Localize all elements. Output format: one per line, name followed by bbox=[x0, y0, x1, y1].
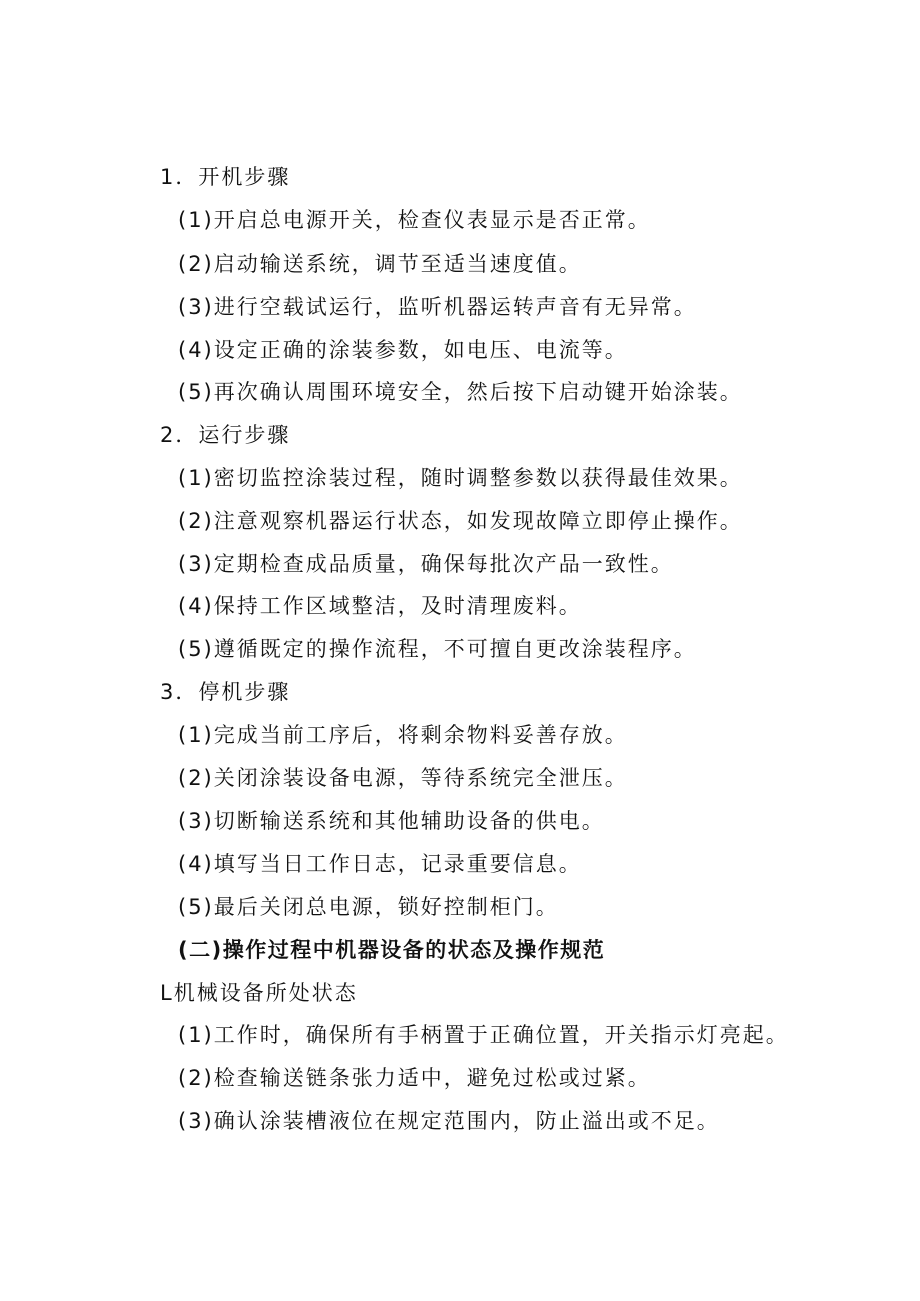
section-heading-2 bbox=[160, 420, 290, 450]
section-separator: ． bbox=[175, 165, 199, 189]
item-text: 切断输送系统和其他辅助设备的供电。 bbox=[213, 809, 605, 833]
item-label: (4) bbox=[178, 338, 214, 362]
item-text: 进行空载试运行，监听机器运转声音有无异常。 bbox=[213, 295, 697, 319]
section-title: 停机步骤 bbox=[198, 680, 291, 704]
list-item bbox=[178, 634, 697, 664]
item-label: (5) bbox=[178, 380, 214, 404]
list-item bbox=[178, 892, 559, 922]
list-item bbox=[178, 591, 582, 621]
item-text: 再次确认周围环境安全，然后按下启动键开始涂装。 bbox=[213, 380, 743, 404]
section-heading-4: L机械设备所处状态 bbox=[160, 981, 358, 1005]
list-item bbox=[178, 1106, 720, 1136]
section-title: 运行步骤 bbox=[198, 423, 291, 447]
item-text: 确认涂装槽液位在规定范围内，防止溢出或不足。 bbox=[213, 1109, 720, 1133]
list-item bbox=[178, 335, 628, 365]
section-separator: ． bbox=[175, 680, 199, 704]
list-item bbox=[178, 763, 628, 793]
item-label: (1) bbox=[178, 208, 214, 232]
item-label: (5) bbox=[178, 895, 214, 919]
item-text: 完成当前工序后，将剩余物料妥善存放。 bbox=[213, 723, 628, 747]
item-label: (5) bbox=[178, 637, 214, 661]
list-item bbox=[178, 849, 582, 879]
list-item bbox=[178, 806, 605, 836]
list-item bbox=[178, 506, 743, 536]
section-title: 开机步骤 bbox=[198, 165, 291, 189]
item-label: (4) bbox=[178, 594, 214, 618]
item-label: (3) bbox=[178, 552, 214, 576]
item-text: 启动输送系统，调节至适当速度值。 bbox=[213, 252, 582, 276]
subsection-heading: (二)操作过程中机器设备的状态及操作规范 bbox=[178, 938, 606, 962]
item-label: (2) bbox=[178, 252, 214, 276]
list-item bbox=[178, 249, 582, 279]
item-text: 最后关闭总电源，锁好控制柜门。 bbox=[213, 895, 559, 919]
item-text: 注意观察机器运行状态，如发现故障立即停止操作。 bbox=[213, 509, 743, 533]
item-label: (3) bbox=[178, 809, 214, 833]
item-label: (3) bbox=[178, 1109, 214, 1133]
item-text: 遵循既定的操作流程，不可擅自更改涂装程序。 bbox=[213, 637, 697, 661]
list-item bbox=[178, 1063, 651, 1093]
item-label: (3) bbox=[178, 295, 214, 319]
item-text: 定期检查成品质量，确保每批次产品一致性。 bbox=[213, 552, 674, 576]
section-number: 3 bbox=[160, 680, 176, 704]
item-label: (1) bbox=[178, 723, 214, 747]
section-number: 2 bbox=[160, 423, 176, 447]
list-item bbox=[178, 377, 743, 407]
list-item bbox=[178, 463, 743, 493]
section-number: 1 bbox=[160, 165, 176, 189]
item-text: 设定正确的涂装参数，如电压、电流等。 bbox=[213, 338, 628, 362]
item-label: (2) bbox=[178, 1066, 214, 1090]
list-item bbox=[178, 205, 651, 235]
section-heading-3 bbox=[160, 677, 290, 707]
item-text: 工作时，确保所有手柄置于正确位置，开关指示灯亮起。 bbox=[213, 1023, 789, 1047]
item-label: (2) bbox=[178, 509, 214, 533]
item-text: 填写当日工作日志，记录重要信息。 bbox=[213, 852, 582, 876]
item-text: 密切监控涂装过程，随时调整参数以获得最佳效果。 bbox=[213, 466, 743, 490]
item-label: (4) bbox=[178, 852, 214, 876]
list-item bbox=[178, 1020, 789, 1050]
item-label: (1) bbox=[178, 466, 214, 490]
section-separator: ． bbox=[175, 423, 199, 447]
item-text: 开启总电源开关，检查仪表显示是否正常。 bbox=[213, 208, 651, 232]
list-item bbox=[178, 720, 628, 750]
list-item bbox=[178, 549, 674, 579]
item-text: 检查输送链条张力适中，避免过松或过紧。 bbox=[213, 1066, 651, 1090]
item-text: 保持工作区域整洁，及时清理废料。 bbox=[213, 594, 582, 618]
item-text: 关闭涂装设备电源，等待系统完全泄压。 bbox=[213, 766, 628, 790]
item-label: (2) bbox=[178, 766, 214, 790]
list-item bbox=[178, 292, 697, 322]
item-label: (1) bbox=[178, 1023, 214, 1047]
section-heading-1 bbox=[160, 162, 290, 192]
